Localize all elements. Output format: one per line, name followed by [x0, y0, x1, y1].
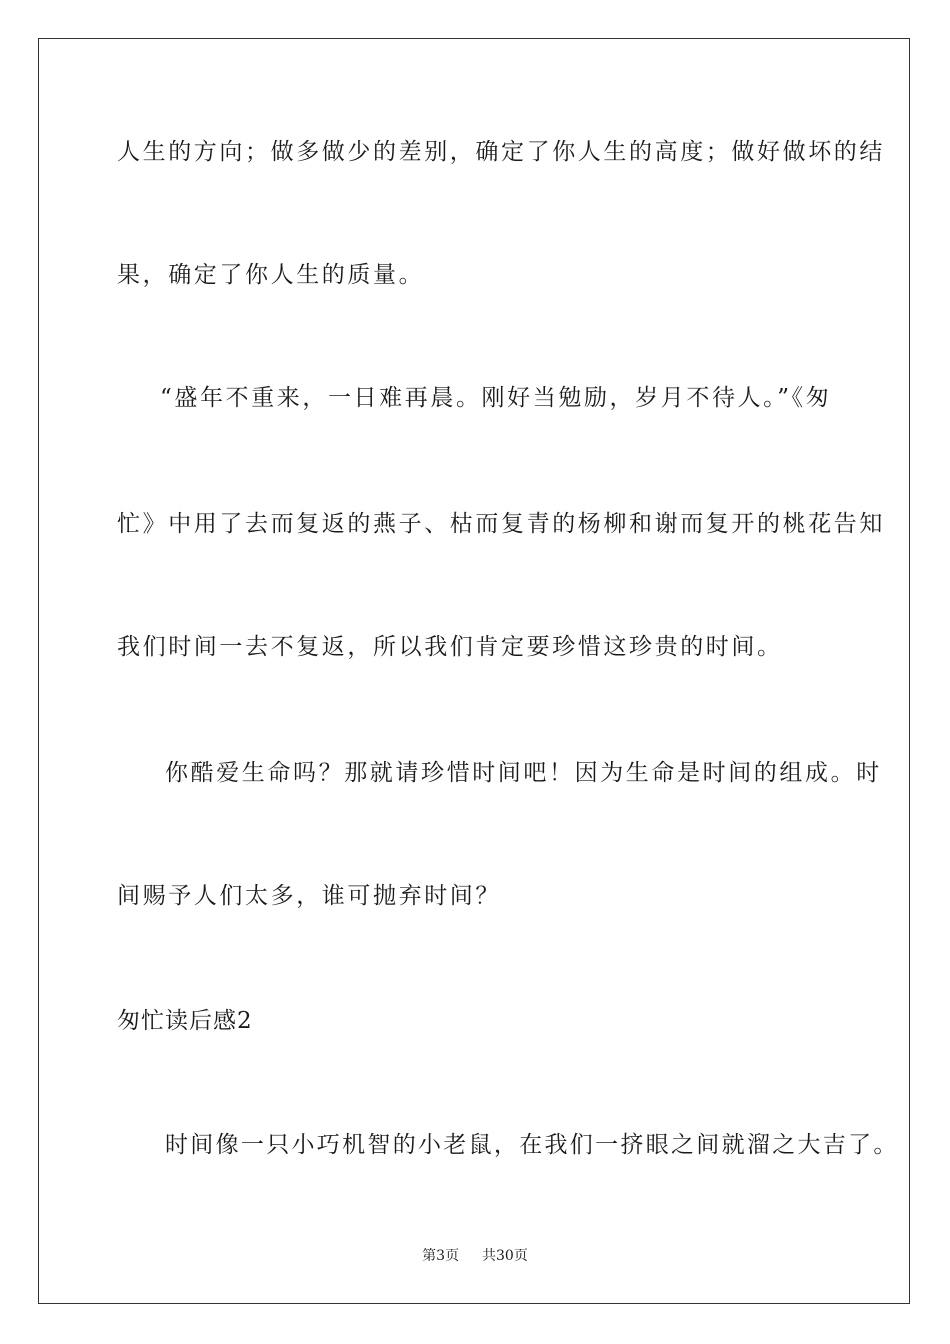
page-border: [38, 38, 910, 1304]
paragraph-line: 果，确定了你人生的质量。: [117, 262, 425, 288]
section-heading: 匆忙读后感2: [117, 1008, 253, 1034]
paragraph-line: 忙》中用了去而复返的燕子、枯而复青的杨柳和谢而复开的桃花告知: [117, 511, 885, 537]
paragraph-line: 间赐予人们太多，谁可抛弃时间？: [117, 883, 501, 909]
paragraph-line: 时间像一只小巧机智的小老鼠，在我们一挤眼之间就溜之大吉了。: [165, 1132, 899, 1158]
paragraph-line: 你酷爱生命吗？那就请珍惜时间吧！因为生命是时间的组成。时: [165, 760, 882, 786]
paragraph-line: 人生的方向；做多做少的差别，确定了你人生的高度；做好做坏的结: [117, 139, 885, 165]
page-footer: [0, 1246, 950, 1266]
paragraph-line: 我们时间一去不复返，所以我们肯定要珍惜这珍贵的时间。: [117, 634, 783, 660]
page-total: 共30页: [482, 1248, 528, 1264]
page-number: 第3页: [422, 1248, 460, 1264]
paragraph-line: “盛年不重来，一日难再晨。刚好当勉励，岁月不待人。”《匆: [160, 385, 832, 411]
